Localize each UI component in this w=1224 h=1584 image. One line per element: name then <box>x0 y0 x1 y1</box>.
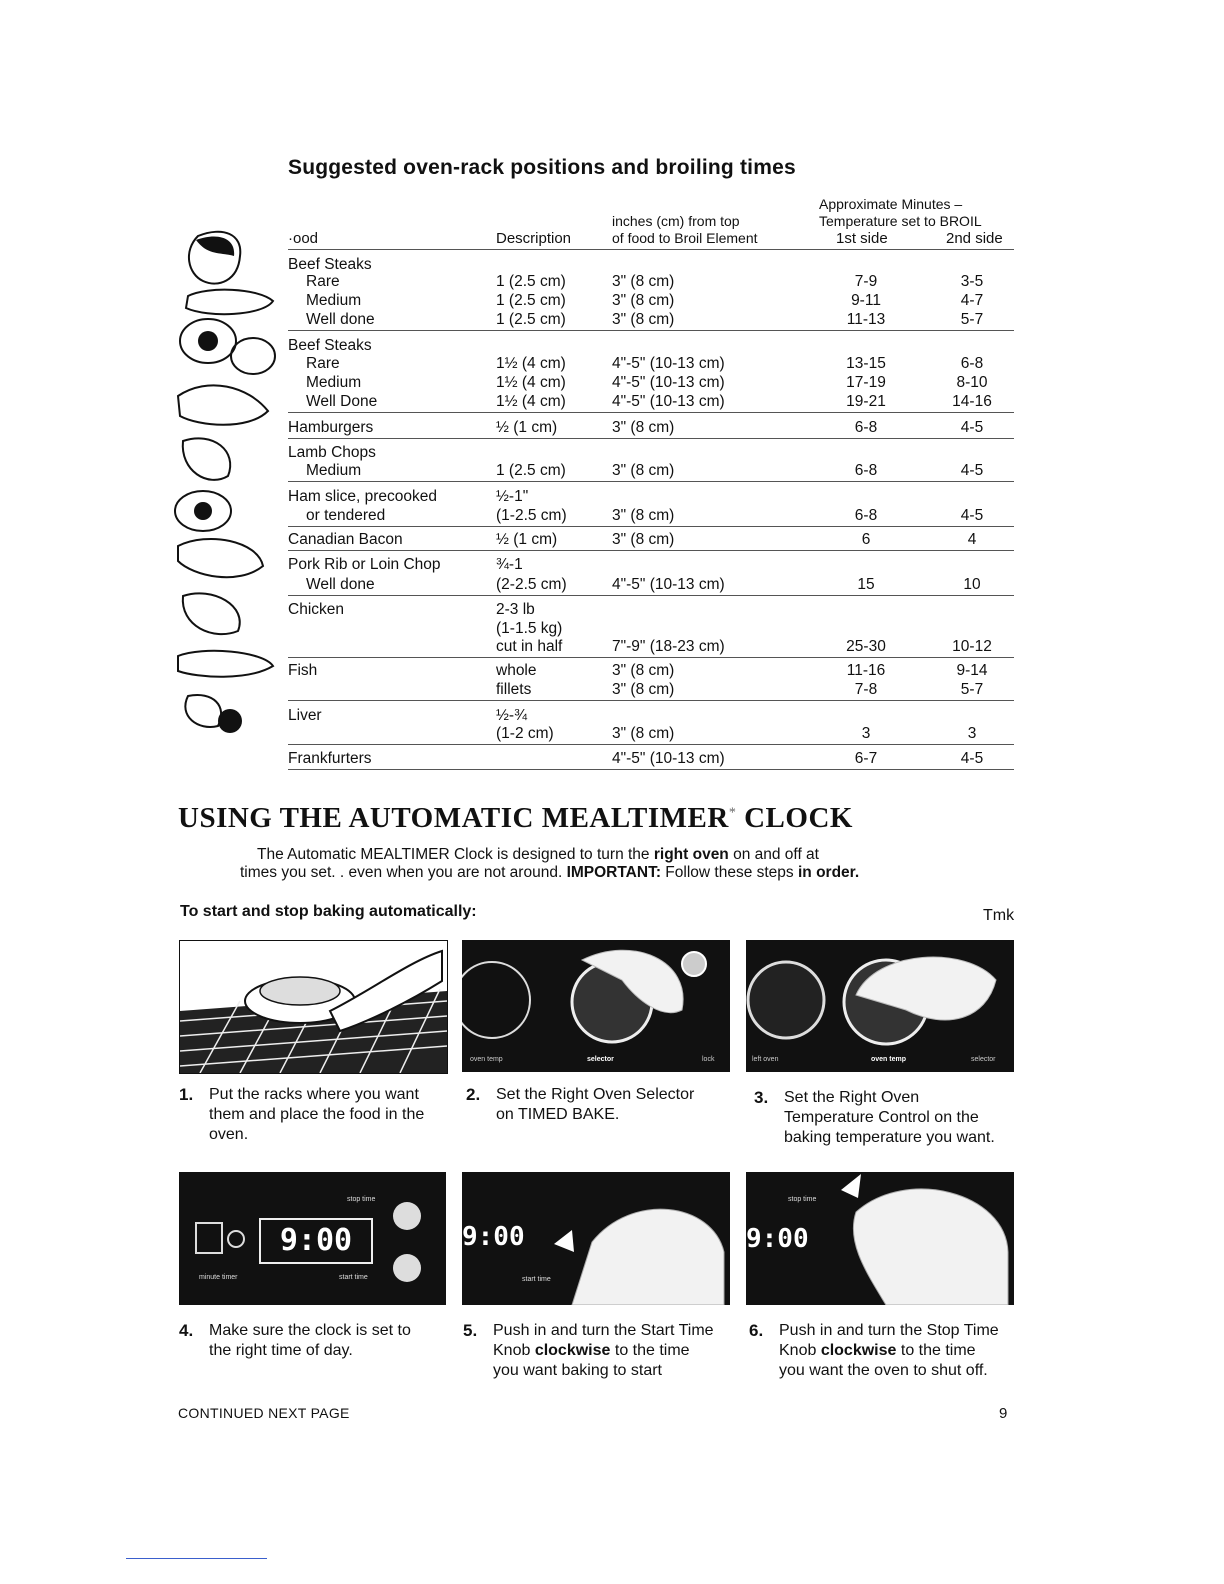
broil-cell-food: Beef Steaks <box>288 337 372 354</box>
header-rule <box>288 249 1014 250</box>
step-6 <box>749 1321 1009 1381</box>
intro-1c: on and off at <box>728 846 819 863</box>
row-rule <box>288 412 1014 413</box>
p6-clock-display: 9:00 <box>746 1224 809 1254</box>
section-title-main: USING THE AUTOMATIC MEALTIMER <box>178 802 729 834</box>
p5-label-start-time: start time <box>522 1276 551 1283</box>
broil-cell-desc: ¾-1 <box>496 556 523 573</box>
broil-cell-second: 5-7 <box>960 681 984 698</box>
broil-cell-food: Beef Steaks <box>288 256 372 273</box>
broil-cell-desc: 2-3 lb <box>496 601 535 618</box>
broil-cell-dist: 7"-9" (18-23 cm) <box>612 638 725 655</box>
broil-cell-second: 4-7 <box>960 292 984 309</box>
step-3-number: 3. <box>754 1088 769 1107</box>
broil-cell-dist: 3" (8 cm) <box>612 292 675 309</box>
tmk-label: Tmk <box>983 907 1015 924</box>
broil-cell-desc: ½ (1 cm) <box>496 531 558 548</box>
broil-cell-desc: (2-2.5 cm) <box>496 576 567 593</box>
broil-cell-first: 13-15 <box>846 355 886 372</box>
step-1 <box>179 1085 439 1145</box>
broil-cell-desc: (1-2.5 cm) <box>496 507 567 524</box>
broil-cell-desc: cut in half <box>496 638 563 655</box>
broil-cell-desc: (1-2 cm) <box>496 725 554 742</box>
broil-cell-food: Ham slice, precooked <box>288 488 438 505</box>
broil-cell-second: 4-5 <box>960 507 984 524</box>
broil-cell-first: 6-8 <box>854 419 878 436</box>
broil-cell-second: 4-5 <box>960 419 984 436</box>
broil-cell-desc: 1 (2.5 cm) <box>496 273 566 290</box>
broil-cell-dist: 4"-5" (10-13 cm) <box>612 374 725 391</box>
broil-cell-food: Liver <box>288 707 322 724</box>
header-second-side: 2nd side <box>946 230 1003 247</box>
header-first-side: 1st side <box>836 230 888 247</box>
step-6-text-b: clockwise <box>820 1342 897 1359</box>
p4-label-start-time: start time <box>339 1274 368 1281</box>
broil-cell-dist: 3" (8 cm) <box>612 507 675 524</box>
step-6-text-c: to the time you want the oven to shut off. <box>779 1342 988 1379</box>
p5-clock-display: 9:00 <box>462 1222 525 1252</box>
section-title <box>178 802 853 835</box>
broil-cell-food: Frankfurters <box>288 750 372 767</box>
step-5-text-a: Push in and turn the Start Time Knob <box>493 1322 714 1359</box>
broil-cell-food: Medium <box>306 374 362 391</box>
clock-icon <box>227 1230 245 1248</box>
intro-line-2 <box>240 863 859 882</box>
broil-cell-food: or tendered <box>306 507 386 524</box>
broil-table-title: Suggested oven-rack positions and broiling times <box>288 156 796 179</box>
broil-cell-first: 9-11 <box>851 292 881 309</box>
row-rule <box>288 700 1014 701</box>
broil-cell-second: 10 <box>963 576 981 593</box>
subhead: To start and stop baking automatically: <box>180 903 477 920</box>
broil-cell-first: 15 <box>857 576 875 593</box>
step-2 <box>466 1085 726 1125</box>
broil-cell-food: Well done <box>306 311 375 328</box>
intro-2a: times you set. . even when you are not around. <box>240 864 567 881</box>
broil-cell-first: 7-8 <box>854 681 878 698</box>
broil-cell-desc: 1½ (4 cm) <box>496 355 566 372</box>
row-rule <box>288 657 1014 658</box>
minute-timer-display <box>195 1222 223 1254</box>
row-rule <box>288 595 1014 596</box>
broil-cell-dist: 4"-5" (10-13 cm) <box>612 355 725 372</box>
step-4-text: Make sure the clock is set to the right time of day. <box>209 1322 411 1359</box>
clock-display: 9:00 <box>259 1218 373 1264</box>
broil-cell-second: 10-12 <box>952 638 992 655</box>
p2-label-lock: lock <box>702 1056 715 1063</box>
broil-cell-desc: fillets <box>496 681 532 698</box>
broil-cell-dist: 3" (8 cm) <box>612 462 675 479</box>
broil-cell-first: 17-19 <box>846 374 886 391</box>
step-2-text: Set the Right Oven Selector on TIMED BAKE. <box>496 1086 695 1123</box>
bottom-rule <box>126 1558 267 1559</box>
broil-cell-dist: 4"-5" (10-13 cm) <box>612 576 725 593</box>
page-number: 9 <box>999 1405 1008 1422</box>
broil-cell-first: 11-16 <box>846 662 886 679</box>
p4-label-minute-timer: minute timer <box>199 1274 238 1281</box>
step-5 <box>463 1321 723 1381</box>
continued-next-page: CONTINUED NEXT PAGE <box>178 1405 350 1421</box>
broil-cell-desc: 1 (2.5 cm) <box>496 311 566 328</box>
intro-1a: The Automatic MEALTIMER Clock is designed to turn the <box>257 846 654 863</box>
header-inches-line2: of food to Broil Element <box>612 230 758 246</box>
trademark-mark: * <box>728 805 737 821</box>
step-5-text <box>493 1321 718 1381</box>
broil-cell-food: Pork Rib or Loin Chop <box>288 556 441 573</box>
p3-label-left-oven: left oven <box>752 1056 779 1063</box>
food-illustration <box>168 226 286 746</box>
intro-line-1 <box>257 845 819 864</box>
stop-time-knob <box>393 1202 421 1230</box>
broil-cell-desc: ½-¾ <box>496 707 528 724</box>
broil-cell-food: Hamburgers <box>288 419 374 436</box>
step-3-text: Set the Right Oven Temperature Control on the baking temperature you want. <box>784 1089 995 1146</box>
photo-clock-panel <box>179 1172 446 1305</box>
broil-cell-second: 3-5 <box>960 273 984 290</box>
p4-label-stop-time: stop time <box>347 1196 376 1203</box>
broil-cell-desc: 1½ (4 cm) <box>496 393 566 410</box>
row-rule <box>288 330 1014 331</box>
broil-cell-second: 4-5 <box>960 462 984 479</box>
broil-cell-second: 4-5 <box>960 750 984 767</box>
p2-label-oven-temp: oven temp <box>470 1056 503 1063</box>
step-1-number: 1. <box>179 1085 194 1104</box>
broil-cell-dist: 3" (8 cm) <box>612 681 675 698</box>
row-rule <box>288 550 1014 551</box>
step-4-number: 4. <box>179 1321 194 1340</box>
intro-2b: IMPORTANT: <box>566 864 661 881</box>
broil-cell-food: Chicken <box>288 601 344 618</box>
broil-cell-dist: 4"-5" (10-13 cm) <box>612 393 725 410</box>
step-2-number: 2. <box>466 1085 481 1104</box>
photo-oven-temp <box>746 940 1014 1072</box>
step-5-text-c: to the time you want baking to start <box>493 1342 690 1379</box>
broil-cell-food: Rare <box>306 355 340 372</box>
broil-cell-desc: 1 (2.5 cm) <box>496 292 566 309</box>
broil-cell-dist: 4"-5" (10-13 cm) <box>612 750 725 767</box>
broil-cell-food: Medium <box>306 292 362 309</box>
section-title-end: CLOCK <box>744 802 853 834</box>
p3-label-selector: selector <box>971 1056 996 1063</box>
row-rule <box>288 481 1014 482</box>
broil-cell-dist: 3" (8 cm) <box>612 725 675 742</box>
row-rule <box>288 744 1014 745</box>
broil-cell-desc: 1 (2.5 cm) <box>496 462 566 479</box>
broil-cell-desc: ½ (1 cm) <box>496 419 558 436</box>
step-6-text-a: Push in and turn the Stop Time Knob <box>779 1322 999 1359</box>
step-6-text <box>779 1321 1004 1381</box>
broil-cell-dist: 3" (8 cm) <box>612 662 675 679</box>
photo-selector <box>462 940 730 1072</box>
row-rule <box>288 438 1014 439</box>
start-time-knob <box>393 1254 421 1282</box>
p3-label-oven-temp: oven temp <box>871 1056 907 1063</box>
intro-2c: Follow these steps <box>661 864 798 881</box>
broil-cell-second: 8-10 <box>956 374 988 391</box>
header-inches-line1: inches (cm) from top <box>612 213 740 229</box>
broil-cell-dist: 3" (8 cm) <box>612 419 675 436</box>
p2-label-selector: selector <box>587 1056 614 1063</box>
broil-cell-first: 6-7 <box>854 750 878 767</box>
step-5-text-b: clockwise <box>534 1342 611 1359</box>
broil-cell-first: 3 <box>861 725 871 742</box>
intro-2d: in order. <box>797 864 860 881</box>
broil-cell-food: Well done <box>306 576 375 593</box>
broil-cell-food: Medium <box>306 462 362 479</box>
step-5-number: 5. <box>463 1321 478 1340</box>
photo-stop-knob <box>746 1172 1014 1305</box>
broil-cell-dist: 3" (8 cm) <box>612 531 675 548</box>
p6-label-stop-time: stop time <box>788 1196 817 1203</box>
broil-cell-first: 11-13 <box>846 311 886 328</box>
photo-racks <box>179 940 448 1074</box>
header-description: Description <box>496 230 572 247</box>
broil-cell-second: 9-14 <box>956 662 988 679</box>
header-food: ·ood <box>288 230 319 247</box>
broil-cell-desc: whole <box>496 662 537 679</box>
broil-cell-food: Lamb Chops <box>288 444 376 461</box>
row-rule <box>288 526 1014 527</box>
broil-cell-second: 3 <box>967 725 977 742</box>
broil-cell-first: 7-9 <box>854 273 878 290</box>
broil-cell-desc: 1½ (4 cm) <box>496 374 566 391</box>
broil-cell-second: 14-16 <box>952 393 992 410</box>
step-3 <box>754 1088 1014 1148</box>
broil-cell-desc: ½-1" <box>496 488 529 505</box>
photo-start-knob <box>462 1172 730 1305</box>
intro-1b: right oven <box>653 846 729 863</box>
broil-cell-food: Canadian Bacon <box>288 531 403 548</box>
header-approx-line1: Approximate Minutes – <box>819 196 963 212</box>
broil-cell-food: Well Done <box>306 393 378 410</box>
broil-cell-food: Fish <box>288 662 318 679</box>
broil-cell-first: 6-8 <box>854 462 878 479</box>
broil-cell-first: 25-30 <box>846 638 886 655</box>
broil-cell-first: 6 <box>861 531 871 548</box>
step-4 <box>179 1321 439 1361</box>
broil-cell-first: 19-21 <box>846 393 886 410</box>
broil-cell-second: 4 <box>967 531 977 548</box>
header-approx-line2: Temperature set to BROIL <box>819 213 982 229</box>
broil-cell-desc: (1-1.5 kg) <box>496 620 563 637</box>
broil-cell-dist: 3" (8 cm) <box>612 311 675 328</box>
broil-cell-second: 6-8 <box>960 355 984 372</box>
broil-cell-second: 5-7 <box>960 311 984 328</box>
row-rule <box>288 769 1014 770</box>
broil-cell-dist: 3" (8 cm) <box>612 273 675 290</box>
broil-cell-first: 6-8 <box>854 507 878 524</box>
step-6-number: 6. <box>749 1321 764 1340</box>
step-1-text: Put the racks where you want them and place the food in the oven. <box>209 1086 425 1143</box>
broil-cell-food: Rare <box>306 273 340 290</box>
